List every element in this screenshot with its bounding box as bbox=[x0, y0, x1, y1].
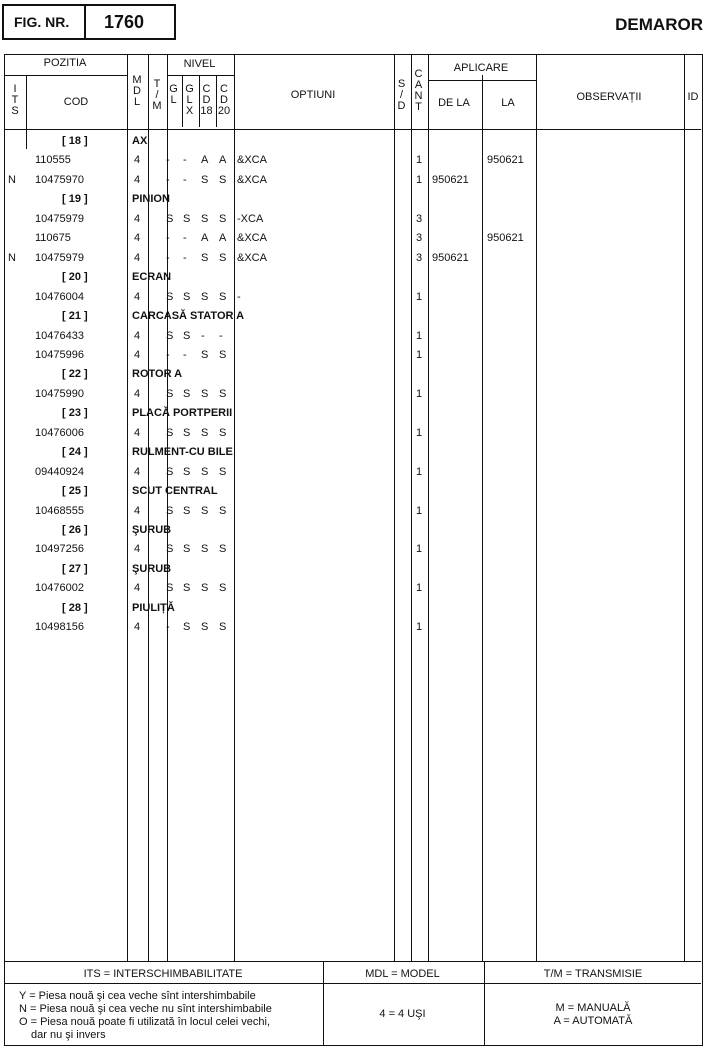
position-header-row bbox=[4, 520, 703, 539]
nivel-value: S bbox=[201, 426, 209, 439]
quantity-value: 1 bbox=[416, 173, 423, 186]
position-header-row bbox=[4, 131, 703, 150]
model-value: 4 bbox=[134, 387, 141, 400]
nivel-value: S bbox=[201, 582, 209, 595]
quantity-value: 3 bbox=[416, 232, 423, 245]
model-value: 4 bbox=[134, 251, 141, 264]
nivel-value: S bbox=[219, 582, 227, 595]
nivel-value: S bbox=[166, 543, 174, 556]
nivel-value: S bbox=[183, 290, 191, 303]
position-header-row bbox=[4, 306, 703, 325]
position-header-row bbox=[4, 481, 703, 500]
nivel-value: S bbox=[166, 504, 174, 517]
header-nivel-cd18: C D 18 bbox=[200, 83, 213, 117]
header-nivel-gl: G L bbox=[169, 83, 178, 106]
part-row bbox=[4, 209, 703, 228]
nivel-value: S bbox=[201, 387, 209, 400]
part-row bbox=[4, 170, 703, 189]
part-row bbox=[4, 384, 703, 403]
header-cant: C A N T bbox=[414, 68, 423, 113]
header-nivel-cd20: C D 20 bbox=[217, 83, 231, 117]
part-code: 09440924 bbox=[35, 465, 84, 478]
applies-to: 950621 bbox=[487, 154, 524, 167]
position-header-row bbox=[4, 364, 703, 383]
legend-its-y: Y = Piesa nouă şi cea veche sînt intershimbabile bbox=[19, 990, 256, 1002]
nivel-value: - bbox=[166, 621, 170, 634]
position-header-row bbox=[4, 267, 703, 286]
nivel-value: S bbox=[183, 329, 191, 342]
part-row bbox=[4, 462, 703, 481]
legend-mdl-title: MDL = MODEL bbox=[365, 968, 440, 980]
applies-to: 950621 bbox=[487, 232, 524, 245]
model-value: 4 bbox=[134, 212, 141, 225]
nivel-value: S bbox=[183, 582, 191, 595]
position-number: [ 23 ] bbox=[62, 407, 88, 420]
header-pozitia: POZITIA bbox=[43, 57, 87, 69]
position-number: [ 28 ] bbox=[62, 601, 88, 614]
quantity-value: 1 bbox=[416, 329, 423, 342]
part-name: PIULIȚĂ bbox=[132, 601, 175, 614]
nivel-value: - bbox=[183, 173, 187, 186]
nivel-value: S bbox=[201, 543, 209, 556]
nivel-value: S bbox=[166, 582, 174, 595]
part-row bbox=[4, 150, 703, 169]
part-code: 10476004 bbox=[35, 290, 84, 303]
part-code: 10476006 bbox=[35, 426, 84, 439]
legend-its-o: O = Piesa nouă poate fi utilizată în locul celei vechi, bbox=[19, 1016, 271, 1028]
part-row bbox=[4, 345, 703, 364]
option-value: -XCA bbox=[237, 212, 264, 225]
legend-its-title: ITS = INTERSCHIMBABILITATE bbox=[83, 968, 243, 980]
part-row bbox=[4, 248, 703, 267]
model-value: 4 bbox=[134, 465, 141, 478]
part-name: PLACĂ PORTPERII bbox=[132, 407, 233, 420]
nivel-value: S bbox=[201, 348, 209, 361]
model-value: 4 bbox=[134, 290, 141, 303]
nivel-value: - bbox=[183, 154, 187, 167]
nivel-value: S bbox=[183, 212, 191, 225]
part-name: AX bbox=[132, 135, 148, 147]
quantity-value: 1 bbox=[416, 154, 423, 167]
nivel-value: - bbox=[166, 154, 170, 167]
quantity-value: 1 bbox=[416, 504, 423, 517]
position-number: [ 25 ] bbox=[62, 485, 88, 498]
its-code: N bbox=[8, 251, 16, 264]
quantity-value: 1 bbox=[416, 621, 423, 634]
quantity-value: 1 bbox=[416, 387, 423, 400]
header-aplicare: APLICARE bbox=[453, 62, 509, 74]
option-value: &XCA bbox=[237, 232, 267, 245]
nivel-value: S bbox=[183, 387, 191, 400]
part-name: RULMENT-CU BILE bbox=[132, 446, 233, 459]
legend-its-o-cont: dar nu şi invers bbox=[31, 1029, 106, 1041]
model-value: 4 bbox=[134, 621, 141, 634]
header-sd: S / D bbox=[397, 78, 406, 112]
part-name: SCUT CENTRAL bbox=[132, 485, 218, 498]
legend-tm-auto: A = AUTOMATĂ bbox=[553, 1015, 633, 1027]
part-row bbox=[4, 423, 703, 442]
nivel-value: S bbox=[201, 173, 209, 186]
position-number: [ 20 ] bbox=[62, 271, 88, 284]
nivel-value: A bbox=[219, 154, 227, 167]
part-name: ECRAN bbox=[132, 271, 172, 284]
nivel-value: - bbox=[166, 232, 170, 245]
nivel-value: - bbox=[166, 173, 170, 186]
position-header-row bbox=[4, 598, 703, 617]
part-name: ŞURUB bbox=[132, 562, 172, 575]
part-code: 10475970 bbox=[35, 173, 84, 186]
nivel-value: S bbox=[183, 543, 191, 556]
header-tm: T / M bbox=[152, 78, 162, 112]
header-id: ID bbox=[687, 91, 699, 103]
position-header-row bbox=[4, 559, 703, 578]
nivel-value: A bbox=[219, 232, 227, 245]
nivel-value: - bbox=[201, 329, 205, 342]
nivel-value: - bbox=[166, 348, 170, 361]
part-name: ŞURUB bbox=[132, 524, 172, 536]
option-value: &XCA bbox=[237, 154, 267, 167]
position-number: [ 21 ] bbox=[62, 310, 88, 323]
part-name: CARCASĂ STATOR A bbox=[132, 310, 245, 323]
nivel-value: S bbox=[219, 543, 227, 556]
model-value: 4 bbox=[134, 173, 141, 186]
nivel-value: S bbox=[201, 504, 209, 517]
quantity-value: 3 bbox=[416, 251, 423, 264]
nivel-value: S bbox=[166, 212, 174, 225]
quantity-value: 1 bbox=[416, 582, 423, 595]
header-observatii: OBSERVAȚII bbox=[576, 91, 642, 103]
figure-number: 1760 bbox=[104, 12, 145, 32]
model-value: 4 bbox=[134, 154, 141, 167]
quantity-value: 1 bbox=[416, 543, 423, 556]
position-header-row bbox=[4, 442, 703, 461]
part-name: ROTOR A bbox=[132, 368, 183, 381]
applies-from: 950621 bbox=[432, 173, 469, 186]
quantity-value: 1 bbox=[416, 465, 423, 478]
nivel-value: S bbox=[219, 621, 227, 634]
part-code: 10475996 bbox=[35, 348, 84, 361]
option-value: &XCA bbox=[237, 173, 267, 186]
nivel-value: S bbox=[219, 504, 227, 517]
nivel-value: S bbox=[219, 426, 227, 439]
quantity-value: 1 bbox=[416, 426, 423, 439]
nivel-value: - bbox=[219, 329, 223, 342]
nivel-value: S bbox=[166, 465, 174, 478]
quantity-value: 1 bbox=[416, 348, 423, 361]
nivel-value: A bbox=[201, 154, 209, 167]
nivel-value: S bbox=[201, 465, 209, 478]
position-header-row bbox=[4, 189, 703, 208]
nivel-value: S bbox=[219, 465, 227, 478]
nivel-value: S bbox=[183, 426, 191, 439]
part-row bbox=[4, 501, 703, 520]
model-value: 4 bbox=[134, 232, 141, 245]
part-code: 10476002 bbox=[35, 582, 84, 595]
nivel-value: S bbox=[219, 387, 227, 400]
part-code: 10498156 bbox=[35, 621, 84, 634]
part-code: 10468555 bbox=[35, 504, 84, 517]
position-number: [ 27 ] bbox=[62, 562, 88, 575]
part-row bbox=[4, 228, 703, 247]
applies-from: 950621 bbox=[432, 251, 469, 264]
part-code: 10475990 bbox=[35, 387, 84, 400]
nivel-value: S bbox=[201, 290, 209, 303]
header-optiuni: OPTIUNI bbox=[290, 89, 336, 101]
nivel-value: S bbox=[219, 251, 227, 264]
part-code: 110675 bbox=[35, 232, 71, 245]
nivel-value: S bbox=[201, 212, 209, 225]
its-code: N bbox=[8, 173, 16, 186]
nivel-value: S bbox=[166, 329, 174, 342]
legend-mdl-value: 4 = 4 UŞI bbox=[379, 1008, 426, 1020]
figure-label: FIG. NR. bbox=[14, 14, 70, 30]
header-its: I T S bbox=[11, 83, 19, 117]
nivel-value: - bbox=[183, 232, 187, 245]
position-number: [ 22 ] bbox=[62, 368, 88, 381]
model-value: 4 bbox=[134, 504, 141, 517]
nivel-value: S bbox=[166, 426, 174, 439]
part-row bbox=[4, 287, 703, 306]
nivel-value: - bbox=[183, 251, 187, 264]
nivel-value: S bbox=[183, 621, 191, 634]
header-cod: COD bbox=[63, 96, 89, 108]
header-nivel: NIVEL bbox=[183, 58, 216, 70]
part-code: 10497256 bbox=[35, 543, 84, 556]
legend-its-n: N = Piesa nouă şi cea veche nu sînt intershimbabile bbox=[19, 1003, 272, 1015]
legend-tm-title: T/M = TRANSMISIE bbox=[543, 968, 643, 980]
header-de-la: DE LA bbox=[438, 97, 470, 109]
nivel-value: A bbox=[201, 232, 209, 245]
nivel-value: S bbox=[166, 290, 174, 303]
part-row bbox=[4, 617, 703, 636]
part-name: PINION bbox=[132, 193, 170, 206]
part-row bbox=[4, 539, 703, 558]
nivel-value: - bbox=[183, 348, 187, 361]
part-code: 10476433 bbox=[35, 329, 84, 342]
nivel-value: S bbox=[201, 621, 209, 634]
nivel-value: S bbox=[183, 465, 191, 478]
position-number: [ 26 ] bbox=[62, 524, 88, 536]
header-mdl: M D L bbox=[132, 74, 142, 108]
part-code: 10475979 bbox=[35, 251, 84, 264]
header-la: LA bbox=[501, 97, 515, 109]
quantity-value: 1 bbox=[416, 290, 423, 303]
position-number: [ 24 ] bbox=[62, 446, 88, 459]
part-row bbox=[4, 578, 703, 597]
page-title: DEMAROR bbox=[615, 15, 703, 34]
part-row bbox=[4, 326, 703, 345]
position-number: [ 19 ] bbox=[62, 193, 88, 206]
nivel-value: S bbox=[219, 212, 227, 225]
position-header-row bbox=[4, 403, 703, 422]
nivel-value: S bbox=[183, 504, 191, 517]
part-code: 110555 bbox=[35, 154, 71, 167]
header-nivel-glx: G L X bbox=[185, 83, 194, 117]
option-value: - bbox=[237, 290, 241, 303]
part-code: 10475979 bbox=[35, 212, 84, 225]
model-value: 4 bbox=[134, 426, 141, 439]
nivel-value: - bbox=[166, 251, 170, 264]
quantity-value: 3 bbox=[416, 212, 423, 225]
nivel-value: S bbox=[219, 348, 227, 361]
model-value: 4 bbox=[134, 348, 141, 361]
option-value: &XCA bbox=[237, 251, 267, 264]
model-value: 4 bbox=[134, 543, 141, 556]
legend-tm-manual: M = MANUALĂ bbox=[555, 1002, 631, 1014]
model-value: 4 bbox=[134, 582, 141, 595]
nivel-value: S bbox=[166, 387, 174, 400]
position-number: [ 18 ] bbox=[62, 135, 88, 147]
nivel-value: S bbox=[219, 173, 227, 186]
nivel-value: S bbox=[201, 251, 209, 264]
nivel-value: S bbox=[219, 290, 227, 303]
model-value: 4 bbox=[134, 329, 141, 342]
